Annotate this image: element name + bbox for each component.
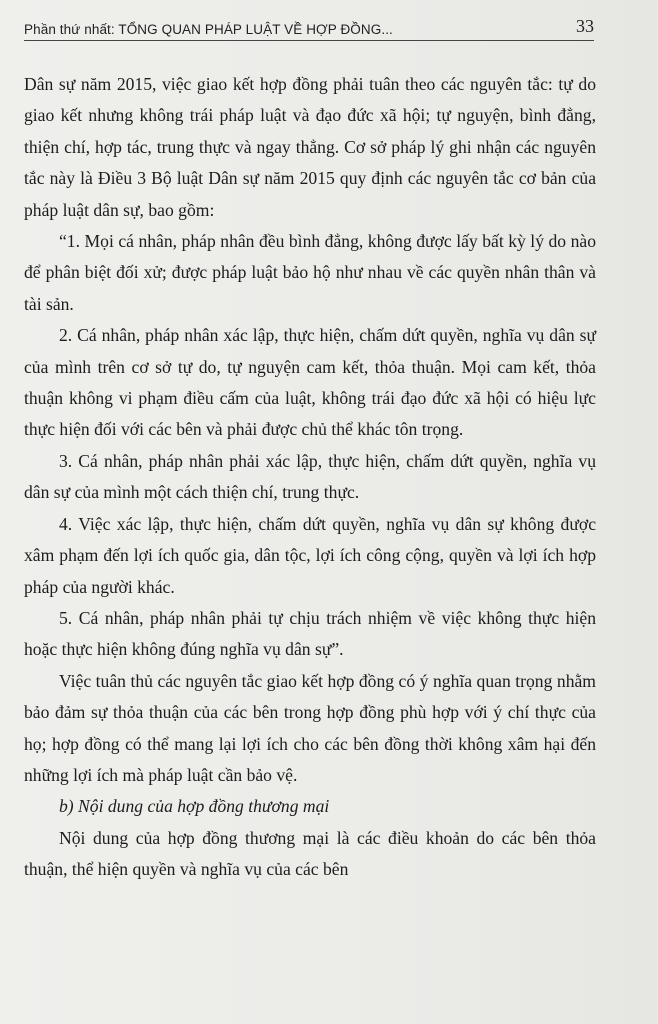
section-heading: b) Nội dung của hợp đồng thương mại bbox=[59, 796, 330, 817]
paragraph-principles-significance: Việc tuân thủ các nguyên tắc giao kết hợp đồng có ý nghĩa quan trọng nhằm bảo đảm sự thỏa thuận của các bên trong hợp đồng phù hợp với ý chí thực của họ; hợp đồng có thể mang lại lợi ích cho các bên đồng thời không xâm hại đến những lợi ích mà pháp luật cần bảo vệ. bbox=[24, 670, 596, 785]
body-text bbox=[24, 69, 596, 886]
page-number: 33 bbox=[576, 16, 594, 36]
paragraph-continuation: Dân sự năm 2015, việc giao kết hợp đồng phải tuân theo các nguyên tắc: tự do giao kết nhưng không trái pháp luật và đạo đức xã hội; tự nguyện, bình đẳng, thiện chí, hợp tác, trung thực và ngay thẳng. Cơ sở pháp lý ghi nhận các nguyên tắc này là Điều 3 Bộ luật Dân sự năm 2015 quy định các nguyên tắc cơ bản của pháp luật dân sự, bao gồm: bbox=[24, 74, 596, 220]
running-header bbox=[24, 14, 594, 41]
quote-item-3: 3. Cá nhân, pháp nhân phải xác lập, thực hiện, chấm dứt quyền, nghĩa vụ dân sự của mình một cách thiện chí, trung thực. bbox=[24, 450, 596, 503]
paragraph-contract-content: Nội dung của hợp đồng thương mại là các điều khoản do các bên thỏa thuận, thể hiện quyền và nghĩa vụ của các bên bbox=[24, 827, 596, 880]
quote-item-4: 4. Việc xác lập, thực hiện, chấm dứt quyền, nghĩa vụ dân sự không được xâm phạm đến lợi ích quốc gia, dân tộc, lợi ích công cộng, quyền và lợi ích hợp pháp của người khác. bbox=[24, 513, 596, 597]
quote-item-2: 2. Cá nhân, pháp nhân xác lập, thực hiện, chấm dứt quyền, nghĩa vụ dân sự của mình trên cơ sở tự do, tự nguyện cam kết, thỏa thuận. Mọi cam kết, thỏa thuận không vi phạm điều cấm của luật, không trái đạo đức xã hội có hiệu lực thực hiện đối với các bên và phải được chủ thể khác tôn trọng. bbox=[24, 325, 596, 440]
quote-item-1: “1. Mọi cá nhân, pháp nhân đều bình đẳng, không được lấy bất kỳ lý do nào để phân biệt đối xử; được pháp luật bảo hộ như nhau về các quyền nhân thân và tài sản. bbox=[24, 231, 596, 314]
quote-item-5: 5. Cá nhân, pháp nhân phải tự chịu trách nhiệm về việc không thực hiện hoặc thực hiện không đúng nghĩa vụ dân sự”. bbox=[24, 607, 596, 660]
running-title: Phần thứ nhất: TỔNG QUAN PHÁP LUẬT VỀ HỢP ĐỒNG... bbox=[24, 22, 393, 37]
